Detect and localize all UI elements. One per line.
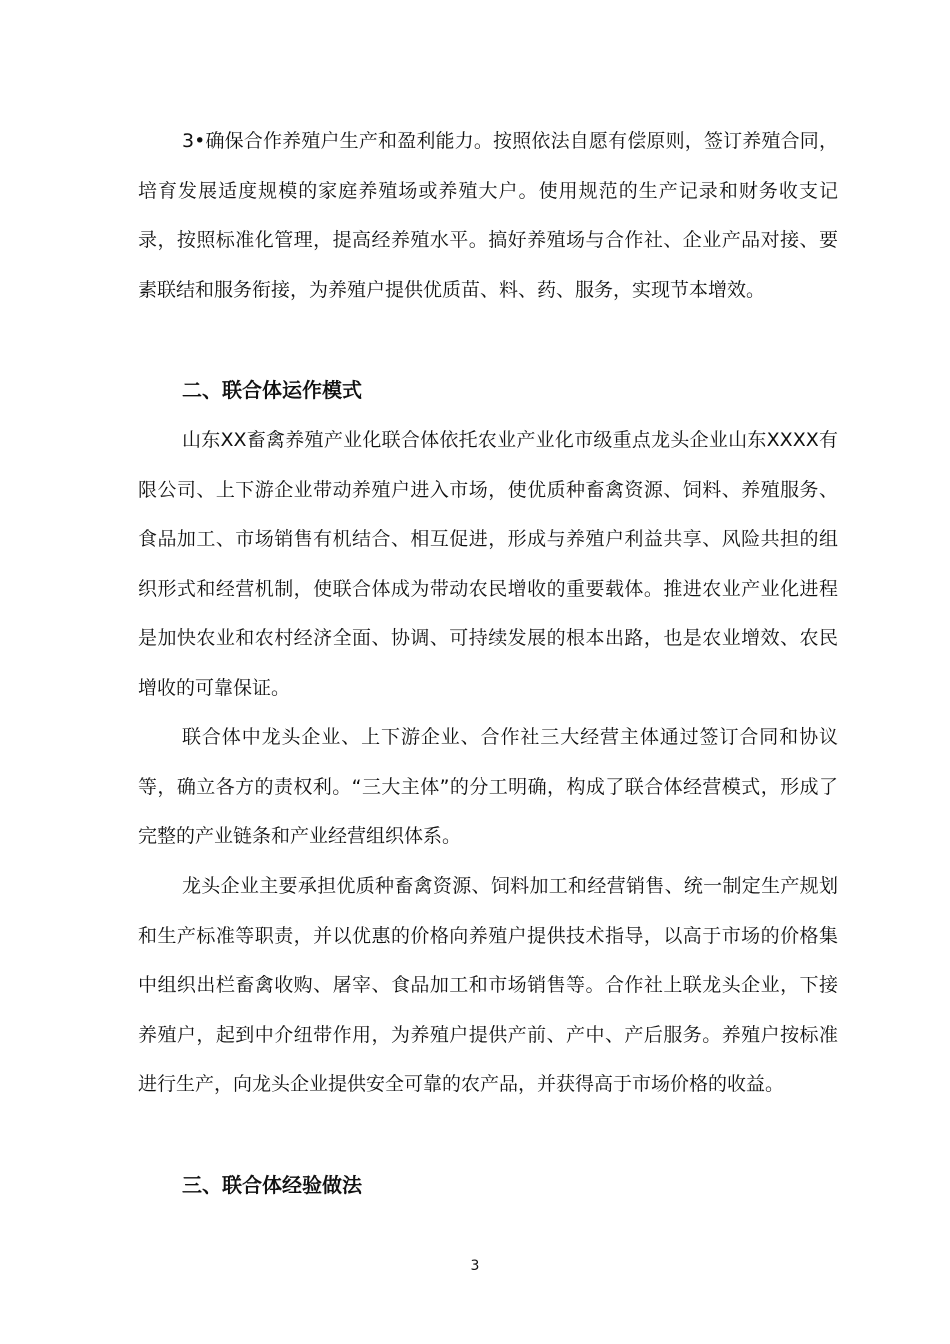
- paragraph-consortium-overview: 山东XX畜禽养殖产业化联合体依托农业产业化市级重点龙头企业山东XXXX有限公司、上下游企业带动养殖户进入市场，使优质种畜禽资源、饲料、养殖服务、食品加工、市场销售有机结合、相互促进，形成与养殖户利益共享、风险共担的组织形式和经营机制，使联合体成为带动农民增收的重要载体。推进农业产业化进程是加快农业和农村经济全面、协调、可持续发展的根本出路，也是农业增效、农民增收的可靠保证。: [138, 429, 838, 699]
- paragraph-cooperative-capacity: 3•确保合作养殖户生产和盈利能力。按照依法自愿有偿原则，签订养殖合同，培育发展适度规模的家庭养殖场或养殖大户。使用规范的生产记录和财务收支记录，按照标准化管理，提高经养殖水平。搞好养殖场与合作社、企业产品对接、要素联结和服务衔接，为养殖户提供优质苗、料、药、服务，实现节本增效。: [138, 130, 838, 301]
- paragraph-three-entities: 联合体中龙头企业、上下游企业、合作社三大经营主体通过签订合同和协议等，确立各方的责权利。“三大主体”的分工明确，构成了联合体经营模式，形成了完整的产业链条和产业经营组织体系。: [138, 726, 838, 847]
- heading-experience-practices: 三、联合体经验做法: [182, 1173, 362, 1197]
- page-number: 3: [470, 1258, 480, 1274]
- paragraph-leading-enterprise-duties: 龙头企业主要承担优质种畜禽资源、饲料加工和经营销售、统一制定生产规划和生产标准等职责，并以优惠的价格向养殖户提供技术指导，以高于市场的价格集中组织出栏畜禽收购、屠宰、食品加工和市场销售等。合作社上联龙头企业，下接养殖户，起到中介纽带作用，为养殖户提供产前、产中、产后服务。养殖户按标准进行生产，向龙头企业提供安全可靠的农产品，并获得高于市场价格的收益。: [138, 875, 838, 1095]
- heading-operation-mode: 二、联合体运作模式: [182, 378, 362, 402]
